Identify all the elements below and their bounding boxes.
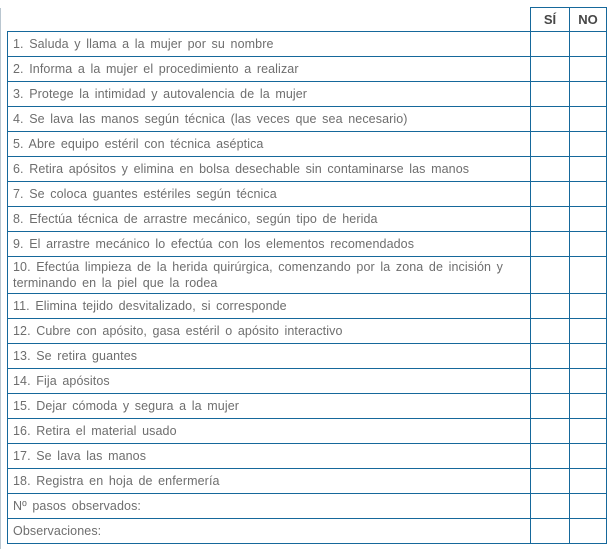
no-cell: [570, 444, 607, 469]
step-label: 6. Retira apósitos y elimina en bolsa desechable sin contaminarse las manos: [8, 157, 531, 182]
si-cell: [531, 319, 570, 344]
step-label: 7. Se coloca guantes estériles según técnica: [8, 182, 531, 207]
step-label: 11. Elimina tejido desvitalizado, si corresponde: [8, 294, 531, 319]
si-cell: [531, 132, 570, 157]
no-cell: [570, 419, 607, 444]
si-cell: [531, 344, 570, 369]
table-row: [8, 369, 607, 394]
table-row: [8, 494, 607, 519]
table-row: [8, 294, 607, 319]
page-edge-line: [0, 8, 1, 549]
table-row: [8, 232, 607, 257]
header-empty-cell: [8, 8, 531, 32]
no-cell: [570, 232, 607, 257]
column-header-si: SÍ: [531, 8, 570, 32]
no-cell: [570, 207, 607, 232]
table-row: [8, 419, 607, 444]
si-cell: [531, 294, 570, 319]
table-row: [8, 157, 607, 182]
si-cell: [531, 257, 570, 294]
si-cell: [531, 419, 570, 444]
si-cell: [531, 107, 570, 132]
step-label: 2. Informa a la mujer el procedimiento a realizar: [8, 57, 531, 82]
header-row: [8, 8, 607, 32]
step-label: 17. Se lava las manos: [8, 444, 531, 469]
table-row: [8, 57, 607, 82]
no-cell: [570, 157, 607, 182]
no-cell: [570, 82, 607, 107]
no-cell: [570, 132, 607, 157]
step-label: 14. Fija apósitos: [8, 369, 531, 394]
no-cell: [570, 257, 607, 294]
table-row: [8, 82, 607, 107]
no-cell: [570, 369, 607, 394]
procedure-checklist-table: [7, 7, 607, 544]
step-label: 15. Dejar cómoda y segura a la mujer: [8, 394, 531, 419]
table-row: [8, 132, 607, 157]
table-row: [8, 319, 607, 344]
table-row: [8, 182, 607, 207]
table-row: [8, 469, 607, 494]
no-cell: [570, 469, 607, 494]
si-cell: [531, 369, 570, 394]
step-label: 9. El arrastre mecánico lo efectúa con los elementos recomendados: [8, 232, 531, 257]
si-cell: [531, 57, 570, 82]
step-label: 4. Se lava las manos según técnica (las veces que sea necesario): [8, 107, 531, 132]
si-cell: [531, 32, 570, 57]
table-row: [8, 344, 607, 369]
si-cell: [531, 207, 570, 232]
no-cell: [570, 107, 607, 132]
step-label: 1. Saluda y llama a la mujer por su nombre: [8, 32, 531, 57]
no-cell: [570, 32, 607, 57]
no-cell: [570, 344, 607, 369]
step-label: 18. Registra en hoja de enfermería: [8, 469, 531, 494]
table-row: [8, 257, 607, 294]
step-label: 8. Efectúa técnica de arrastre mecánico, según tipo de herida: [8, 207, 531, 232]
no-cell: [570, 394, 607, 419]
no-cell: [570, 57, 607, 82]
column-header-no: NO: [570, 8, 607, 32]
step-label: Nº pasos observados:: [8, 494, 531, 519]
no-cell: [570, 294, 607, 319]
table-row: [8, 32, 607, 57]
si-cell: [531, 444, 570, 469]
step-label: 12. Cubre con apósito, gasa estéril o apósito interactivo: [8, 319, 531, 344]
si-cell: [531, 494, 570, 519]
step-label: 13. Se retira guantes: [8, 344, 531, 369]
no-cell: [570, 494, 607, 519]
table-row: [8, 444, 607, 469]
step-label: 10. Efectúa limpieza de la herida quirúrgica, comenzando por la zona de incisión y terminando en la piel que la rodea: [8, 257, 531, 294]
step-label: Observaciones:: [8, 519, 531, 544]
table-row: [8, 207, 607, 232]
si-cell: [531, 157, 570, 182]
si-cell: [531, 82, 570, 107]
table-row: [8, 394, 607, 419]
no-cell: [570, 519, 607, 544]
table-row: [8, 519, 607, 544]
step-label: 16. Retira el material usado: [8, 419, 531, 444]
si-cell: [531, 394, 570, 419]
checklist-body: [8, 32, 607, 544]
si-cell: [531, 469, 570, 494]
si-cell: [531, 232, 570, 257]
si-cell: [531, 182, 570, 207]
no-cell: [570, 319, 607, 344]
no-cell: [570, 182, 607, 207]
si-cell: [531, 519, 570, 544]
table-row: [8, 107, 607, 132]
step-label: 3. Protege la intimidad y autovalencia de la mujer: [8, 82, 531, 107]
step-label: 5. Abre equipo estéril con técnica aséptica: [8, 132, 531, 157]
